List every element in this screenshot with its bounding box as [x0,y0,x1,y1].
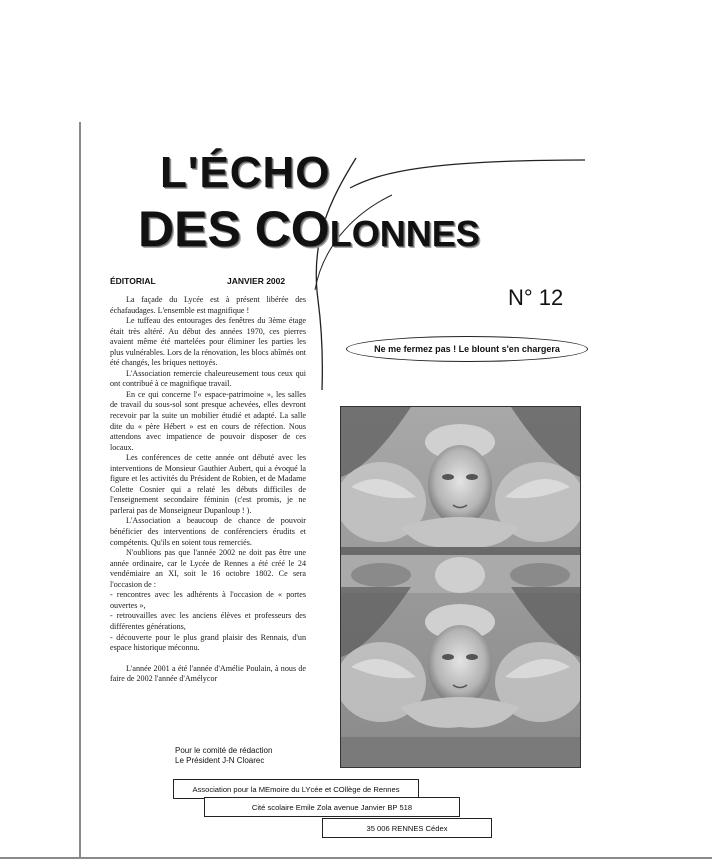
masthead-title-line1: L'ÉCHO [160,148,331,197]
address-street: Cité scolaire Emile Zola avenue Janvier BP 518 [204,797,460,817]
signature [175,746,272,766]
editorial-paragraph: L'Association remercie chaleureusement tous ceux qui ont contribué à ce magnifique travail. [110,368,306,389]
editorial-list-item: - rencontres avec les adhérents à l'occasion de « portes ouvertes », [110,590,306,610]
editorial-paragraph: La façade du Lycée est à présent libérée des échafaudages. L'ensemble est magnifique ! [110,295,306,315]
editorial-paragraph: L'Association a beaucoup de chance de pouvoir bénéficier des interventions de conférenciers érudits et compétents. Qu'ils en soient tous remerciés. [110,516,306,547]
masthead-title-line2 [138,200,480,258]
tagline-oval [346,336,588,362]
editorial-closing: L'année 2001 a été l'année d'Amélie Poulain, à nous de faire de 2002 l'année d'Amélycor [110,663,306,684]
page-left-border [79,122,81,857]
address-city: 35 006 RENNES Cédex [322,818,492,838]
editorial-paragraph: Le tuffeau des entourages des fenêtres du 3ème étage était très altéré. Au début des années 1970, ces pierres avaient même été martelées pour éliminer les parties les plus vulnérables. Lors de la rénovation, les blocs abîmés ont été changés, les briques nettoyés. [110,316,306,368]
cherub-sculpture-image [341,407,580,767]
editorial-paragraph: Les conférences de cette année ont débuté avec les interventions de Monsieur Gauthier Aubert, qui a évoqué la figure et les activités du Président de Robien, et de Madame Colette Cosnier qui a relaté les débuts difficiles de l'enseignement secondaire féminin (c'est promis, je ne parlerai pas de Monseigneur Dupanloup ! ). [110,453,306,515]
page-bottom-border [0,857,712,859]
signature-line2: Le Président J-N Cloarec [175,756,265,765]
masthead-title-line2-small: LONNES [329,213,480,254]
paragraph-spacer [110,654,306,664]
cherub-sculpture-photo [340,406,581,768]
editorial-list-item: - découverte pour le plus grand plaisir des Rennais, d'un espace historique méconnu. [110,632,306,653]
tagline-text: Ne me fermez pas ! Le blount s'en chargera [374,344,560,354]
address-association: Association pour la MEmoire du LYcée et COllège de Rennes [173,779,419,799]
issue-number: N° 12 [508,285,564,310]
masthead-title-line2-big: DES CO [138,201,330,257]
editorial-date: JANVIER 2002 [227,276,286,286]
signature-line1: Pour le comité de rédaction [175,746,273,755]
editorial-paragraph: N'oublions pas que l'année 2002 ne doit pas être une année ordinaire, car le Lycée de Rennes a été créé le 24 vendémiaire an XI, soit le 16 octobre 1802. Ce sera l'occasion de : [110,548,306,589]
editorial-paragraph: En ce qui concerne l'« espace-patrimoine », les salles de travail du sous-sol sont presque achevées, elles devront recevoir par la suite un mobilier étudié et adapté. La salle dite du « père Hébert » est en cours de réfection. Nous attendons avec impatience de pouvoir disposer de ces locaux. [110,389,306,452]
editorial-body [110,295,306,685]
editorial-list-item: - retrouvailles avec les anciens élèves et professeurs des différentes générations, [110,611,306,631]
editorial-label: ÉDITORIAL [110,276,156,286]
